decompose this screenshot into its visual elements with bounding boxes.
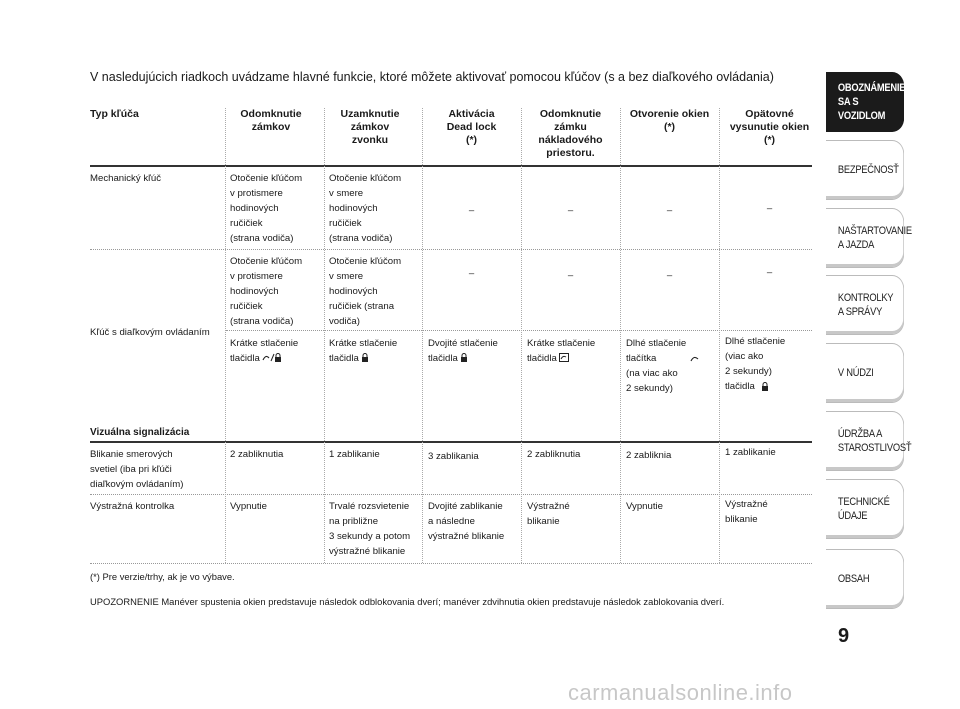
cell-warn-cargo: Výstražné blikanie	[527, 501, 570, 527]
tab-bezpecnost[interactable]: BEZPEČNOSŤ	[826, 140, 904, 200]
cell-mech-lock: Otočenie kľúčom v smere hodinových ručičiek (strana vodiča)	[329, 173, 402, 244]
column-divider	[225, 108, 226, 563]
row-label-mechanical-key: Mechanický kľúč	[90, 173, 162, 184]
cell-remote-press-lock: Krátke stlačenie tlačidla	[329, 338, 398, 364]
section-visual-signalization: Vizuálna signalizácia	[90, 427, 190, 438]
cell-remote-turn-lock: Otočenie kľúčom v smere hodinových ručičiek (strana vodiča)	[329, 256, 402, 327]
column-divider	[719, 108, 720, 563]
cell-blink-deadlock: 3 zablikania	[428, 451, 479, 462]
header-unlock: Odomknutie zámkov	[240, 108, 302, 133]
cargo-door-icon	[559, 353, 569, 362]
tab-technicke-udaje[interactable]: TECHNICKÉ ÚDAJE	[826, 479, 904, 539]
cell-warn-window-open: Vypnutie	[626, 501, 663, 512]
lock-icon	[761, 382, 769, 391]
footnote: (*) Pre verzie/trhy, ak je vo výbave.	[90, 571, 235, 582]
cell-remote-press-deadlock: Dvojité stlačenie tlačidla	[428, 338, 498, 364]
cell-remote-turn-unlock: Otočenie kľúčom v protismere hodinových ručičiek (strana vodiča)	[230, 256, 303, 327]
row-label-remote-key: Kľúč s diaľkovým ovládaním	[90, 327, 210, 338]
header-lock-outside: Uzamknutie zámkov zvonku	[340, 108, 400, 146]
tab-udrzba[interactable]: ÚDRŽBA A STAROSTLIVOSŤ	[826, 411, 904, 471]
tab-kontrolky[interactable]: KONTROLKY A SPRÁVY	[826, 275, 904, 335]
cell-warn-lock: Trvalé rozsvietenie na približne 3 sekundy a potom výstražné blikanie	[329, 501, 411, 557]
intro-text: V nasledujúcich riadkoch uvádzame hlavné funkcie, ktoré môžete aktivovať pomocou kľúčov (s a bez diaľkového ovládania)	[90, 70, 774, 84]
tab-obsah[interactable]: OBSAH	[826, 549, 904, 609]
lock-icon	[361, 353, 369, 362]
cell-remote-press-unlock: Krátke stlačenie tlačidla	[230, 338, 299, 364]
cell-remote-turn-window-open: –	[666, 270, 673, 281]
cell-remote-turn-window-close: –	[766, 267, 773, 278]
header-dead-lock: Aktivácia Dead lock (*)	[446, 108, 497, 146]
cell-blink-lock: 1 zablikanie	[329, 449, 380, 460]
tab-v-nudzi[interactable]: V NÚDZI	[826, 343, 904, 403]
cell-mech-window-close: –	[766, 203, 773, 214]
tab-oboznamenie[interactable]: OBOZNÁMENIE SA S VOZIDLOM	[826, 72, 904, 132]
key-unlock-icon	[690, 354, 699, 363]
cell-blink-window-close: 1 zablikanie	[725, 447, 776, 458]
cell-mech-unlock: Otočenie kľúčom v protismere hodinových ručičiek (strana vodiča)	[230, 173, 303, 244]
cell-warn-deadlock: Dvojité zablikanie a následne výstražné blikanie	[428, 501, 505, 542]
cell-remote-press-cargo: Krátke stlačenie tlačidla	[527, 338, 596, 364]
cell-remote-turn-cargo: –	[567, 270, 574, 281]
header-window-close: Opätovné vysunutie okien (*)	[729, 108, 810, 146]
column-divider	[521, 108, 522, 563]
cell-mech-cargo: –	[567, 205, 574, 216]
watermark: carmanualsonline.info	[568, 680, 793, 705]
cell-remote-press-window-open: Dlhé stlačenie tlačítka (na viac ako 2 sekundy)	[626, 336, 686, 396]
row-label-warning-light: Výstražná kontrolka	[90, 501, 175, 512]
cell-mech-deadlock: –	[468, 205, 475, 216]
row-divider	[90, 494, 812, 495]
cell-remote-turn-deadlock: –	[468, 268, 475, 279]
page-number: 9	[838, 625, 850, 647]
column-divider	[324, 108, 325, 563]
cell-warn-unlock: Vypnutie	[230, 501, 267, 512]
cell-mech-window-open: –	[666, 205, 673, 216]
tab-nastartovanie[interactable]: NAŠTARTOVANIE A JAZDA	[826, 208, 904, 268]
cell-blink-cargo: 2 zabliknutia	[527, 449, 581, 460]
header-rule	[90, 165, 812, 167]
header-key-type: Typ kľúča	[90, 108, 139, 120]
cell-warn-window-close: Výstražné blikanie	[725, 499, 768, 525]
lock-icon	[460, 353, 468, 362]
column-divider	[422, 108, 423, 563]
warning-note: UPOZORNENIE Manéver spustenia okien predstavuje následok odblokovania dverí; manéver zdvihnutia okien predstavuje následok zablokovania dverí.	[90, 596, 725, 607]
cell-remote-press-window-close: Dlhé stlačenie (viac ako 2 sekundy) tlačidla	[725, 336, 786, 392]
row-label-turn-signals: Blikanie smerových svetiel (iba pri kľúči diaľkovým ovládaním)	[90, 449, 184, 490]
column-divider	[620, 108, 621, 563]
row-divider	[226, 330, 812, 331]
cell-blink-window-open: 2 zabliknia	[626, 450, 672, 461]
header-window-open: Otvorenie okien (*)	[629, 108, 710, 133]
row-divider	[90, 249, 812, 250]
table-bottom-rule	[90, 563, 812, 564]
cell-blink-unlock: 2 zabliknutia	[230, 449, 284, 460]
key-unlock-slash-lock-icon	[262, 353, 282, 362]
section-rule	[90, 441, 812, 443]
header-cargo-unlock: Odomknutie zámku nákladového priestoru.	[538, 108, 603, 159]
